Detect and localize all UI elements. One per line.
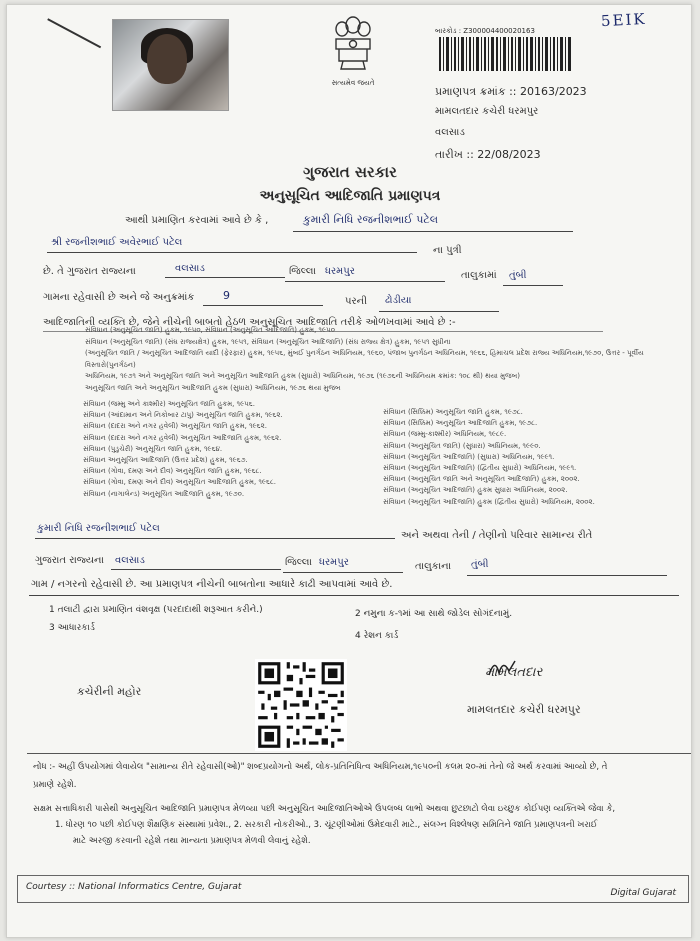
note-definition-cont: પ્રમાણે રહેશે. [33, 780, 77, 790]
order-left-item: સંવિધાન (દાદરા અને નગર હવેલી) અનુસૂચિત આદિજાતિ હુકમ, ૧૯૬૨. [83, 433, 282, 442]
certificate-title: અનુસૂચિત આદિજાતિ પ્રમાણપત્ર [259, 188, 441, 204]
issue-date: તારીખ :: 22/08/2023 [435, 148, 541, 161]
village-value: તુંબી [509, 270, 527, 281]
order-left-item: સંવિધાન (જમ્મુ અને કાશ્મીર) અનુસૂચિત જાતિ હુકમ, ૧૯૫૬. [83, 400, 255, 408]
footer-bar [17, 875, 689, 903]
basis-item-1: 1 તલાટી દ્વારા પ્રમાણિત વંશવૃક્ષ (પરદાદાથી શરૂઆત કરીને.) [49, 605, 263, 615]
barcode [439, 37, 571, 71]
order-right-item: સંવિધાન (જમ્મુ-કાશ્મીર) અધિનિયમ, ૧૯૮૯. [383, 430, 507, 439]
page-fold-mark [38, 18, 101, 66]
district-value: વલસાડ [175, 263, 205, 274]
government-title: ગુજરાત સરકાર [303, 163, 397, 181]
father-name: શ્રી રજનીશભાઈ અવેરભાઈ પટેલ [51, 237, 183, 248]
recognition-text: આદિજાતિની વ્યક્તિ છે, જેને નીચેની બાબતો હેઠળ અનુસૂચિત આદિજાતિ તરીકે ઓળખવામાં આવે છે :- [43, 317, 456, 328]
order-right-item: સંવિધાન (સિક્કિમ) અનુસૂચિત આદિજાતિ હુકમ, ૧૯૭૮. [383, 419, 538, 428]
orders-list-left [83, 399, 373, 500]
order-left-item: સંવિધાન (પુડુચેરી) અનુસૂચિત જાતિ હુકમ, ૧૯૬૪. [83, 444, 223, 453]
order-right-item: સંવિધાન (અનુસૂચિત આદિજાતિ) (દ્વિતીય સુધારો) અધિનિયમ, ૧૯૯૧. [383, 464, 577, 473]
signatory-office: મામલતદાર કચેરી ધરમપુર [467, 703, 581, 716]
qr-code [255, 659, 347, 751]
legal-basis-block: સંવિધાન (અનુસૂચિત જાતિ) હુકમ, ૧૯૫૦, સંવિધાન (અનુસૂચિત આદિજાતિ) હુકમ, ૧૯૫૦ સંવિધાન (અનુસૂચિત જાતિ) (સંઘ રાજ્યક્ષેત્ર) હુકમ, ૧૯૫૧, સંવિધાન (અનુસૂચિત આદિજાતિ) (સંઘ રાજ્ય ક્ષેત્ર) હુકમ, ૧૯૫૧ સુધીના (અનુસૂચિત જાતિ / અનુસૂચિત આદિજાતિ યાદી (ફેરફાર) હુકમ, ૧૯૫૬, મુંબઈ પુનર્ગઠન અધિનિયમ, ૧૯૬૦, પંજાબ પુનર્ગઠન અધિનિયમ, ૧૯૬૬, હિમાચલ પ્રદેશ રાજ્ય અધિનિયમ,૧૯૭૦, ઉત્તર - પૂર્વીય વિસ્તારો(પુનર્ગઠન) અધિનિયમ, ૧૯૭૧ અને અનુસૂચિત જાતિ અને અનુસૂચિત આદિજાતિ હુકમ (સુધારો) અધિનિયમ, ૧૯૭૬ (૧૯૭૬ની અધિનિયમ ક્રમાંક: ૧૦૮ થી) થયા મુજબ) અનુસૂચિત જાતિ અને અનુસૂચિત આદિજાતિ હુકમ (સુધારા) અધિનિયમ, ૧૯૭૬ થયા મુજબ [85, 326, 644, 392]
order-right-item: સંવિધાન (અનુસૂચિત જાતિ અને અનુસૂચિત આદિજાતિ) હુકમ, ૨૦૦૨. [383, 475, 580, 484]
section2-state-prefix: ગુજરાત રાજ્યના [35, 555, 104, 566]
taluka-label: તાલુકામાં [461, 270, 497, 281]
note-benefits-list: 1. ધોરણ ૧૦ પછી કોઈપણ શૈક્ષણિક સંસ્થામાં પ્રવેશ., 2. સરકારી નોકરીઓ., 3. ચૂંટણીઓમાં ઉમેદવારી માટે., સંલગ્ન વિશ્લેષણ સમિતિને જાતિ પ્રમાણપત્રની ખરાઈ [55, 820, 598, 830]
footer-courtesy: Courtesy :: National Informatics Centre, Gujarat [26, 882, 242, 892]
signatory-title: મામલતદાર [485, 665, 543, 680]
note-definition: નોંધ :- અહીં ઉપયોગમાં લેવાયેલ "સામાન્ય રીતે રહેવાસી(ઓ)" શબ્દપ્રયોગનો અર્થ, લોક-પ્રતિનિધિત્વ અધિનિયમ,૧૯૫૦ની કલમ ૨૦-માં તેનો જે અર્થ કરવામાં આવ્યો છે, તે [33, 762, 608, 772]
footer-brand: Digital Gujarat [610, 888, 676, 898]
section2-district: વલસાડ [115, 555, 145, 566]
tribe-name: ઢોડીયા [385, 295, 412, 306]
emblem-caption: સત્યમેવ જયતે [331, 79, 375, 87]
order-left-item: સંવિધાન (આંદામાન અને નિકોબાર ટાપુ) અનુસૂચિત જાતિ હુકમ, ૧૯૬૨. [83, 411, 283, 420]
district-label: જિલ્લા [289, 266, 316, 277]
note-validation: માટે અરજી કરવાની રહેશે તથા માન્યતા પ્રમાણપત્ર મેળવી લેવાનું રહેશે. [73, 836, 311, 846]
order-left-item: સંવિધાન (ગોવા, દમણ અને દીવ) અનુસૂચિત આદિજાતિ હુકમ, ૧૯૬૮. [83, 478, 277, 487]
applicant-name: કુમારી નિધિ રજનીશભાઈ પટેલ [303, 213, 439, 226]
orders-list-right [383, 407, 683, 508]
section2-taluka: ધરમપુર [319, 557, 349, 568]
order-left-item: સંવિધાન (ગોવા, દમણ અને દીવ) અનુસૂચિત જાતિ હુકમ, ૧૯૬૮. [83, 467, 262, 476]
applicant-photo [112, 19, 229, 111]
section2-taluka-label: તાલુકાના [415, 561, 452, 572]
state-prefix: છે. તે ગુજરાત રાજ્યના [43, 266, 136, 277]
relation-label: ના પુત્રી [433, 245, 462, 256]
certificate-page [6, 4, 692, 938]
note-section [27, 753, 691, 881]
note-benefits: સક્ષમ સત્તાધિકારી પાસેથી અનુસૂચિત આદિજાતિ પ્રમાણપત્ર મેળવ્યા પછી અનુસૂચિત આદિજાતિઓએ ઉપલબ્ધ લાભો અથવા છુટછાટો લેવા ઇચ્છુક કોઈપણ વ્યક્તિએ જેવા કે, [33, 804, 616, 814]
order-right-item: સંવિધાન (અનુસૂચિત આદિજાતિ) હુકમ સુધારા અધિનિયમ, ૨૦૦૨. [383, 486, 568, 495]
taluka-value: ધરમપુર [325, 266, 355, 277]
serial-prefix: ગામના રહેવાસી છે અને જે અનુક્રમાંક [43, 292, 195, 303]
order-right-item: સંવિધાન (સિક્કિમ) અનુસૂચિત જાતિ હુકમ, ૧૯૭૮. [383, 408, 523, 416]
section2-name: કુમારી નિધિ રજનીશભાઈ પટેલ [37, 523, 160, 534]
signature-scribble [487, 655, 517, 681]
issuing-district: વલસાડ [435, 127, 465, 138]
issuing-office: મામલતદાર કચેરી ધરમપુર [435, 106, 539, 117]
basis-item-2: 2 નમુના ક-૧માં આ સાથે જોડેલ સોગંદનામું. [355, 609, 513, 619]
order-left-item: સંવિધાન અનુસૂચિત આદિજાતિ (ઉત્તર પ્રદેશ) હુકમ, ૧૯૬૭. [83, 456, 248, 465]
state-emblem [325, 13, 381, 89]
certify-prefix: આથી પ્રમાણિત કરવામાં આવે છે કે , [125, 215, 269, 226]
certificate-number: પ્રમાણપત્ર ક્રમાંક :: 20163/2023 [435, 85, 587, 98]
office-seal-label: કચેરીની મહોર [77, 685, 142, 698]
family-residence-text: અને અથવા તેની / તેણીનો પરિવાર સામાન્ય રીતે [401, 530, 593, 541]
basis-item-4: 4 રેશન કાર્ડ [355, 631, 399, 641]
handwritten-note: 5EIK [600, 9, 648, 31]
serial-number: 9 [223, 289, 230, 302]
order-right-item: સંવિધાન (અનુસૂચિત આદિજાતિ) હુકમ (દ્વિતીય સુધારો) અધિનિયમ, ૨૦૦૨. [383, 497, 595, 506]
serial-suffix: પરની [345, 296, 367, 307]
order-right-item: સંવિધાન (અનુસૂચિત આદિજાતિ) (સુધારા) અધિનિયમ, ૧૯૯૧. [383, 452, 555, 461]
section2-district-label: જિલ્લા [285, 557, 312, 568]
section2-village: તુંબી [471, 559, 489, 570]
barcode-label: બારકોડ : Z300004400020163 [435, 27, 535, 35]
order-left-item: સંવિધાન (નાગાલેન્ડ) અનુસૂચિત આદિજાતિ હુકમ, ૧૯૭૦. [83, 489, 245, 498]
basis-item-3: 3 આધારકાર્ડ [49, 623, 95, 633]
order-right-item: સંવિધાન (અનુસૂચિત જાતિ) (સુધારા) અધિનિયમ, ૧૯૯૦. [383, 441, 541, 450]
basis-statement: ગામ / નગરનો રહેવાસી છે. આ પ્રમાણપત્ર નીચેની બાબતોના આધારે કાઢી આપવામાં આવે છે. [31, 579, 393, 590]
order-left-item: સંવિધાન (દાદરા અને નગર હવેલી) અનુસૂચિત જાતિ હુકમ, ૧૯૬૨. [83, 422, 267, 431]
